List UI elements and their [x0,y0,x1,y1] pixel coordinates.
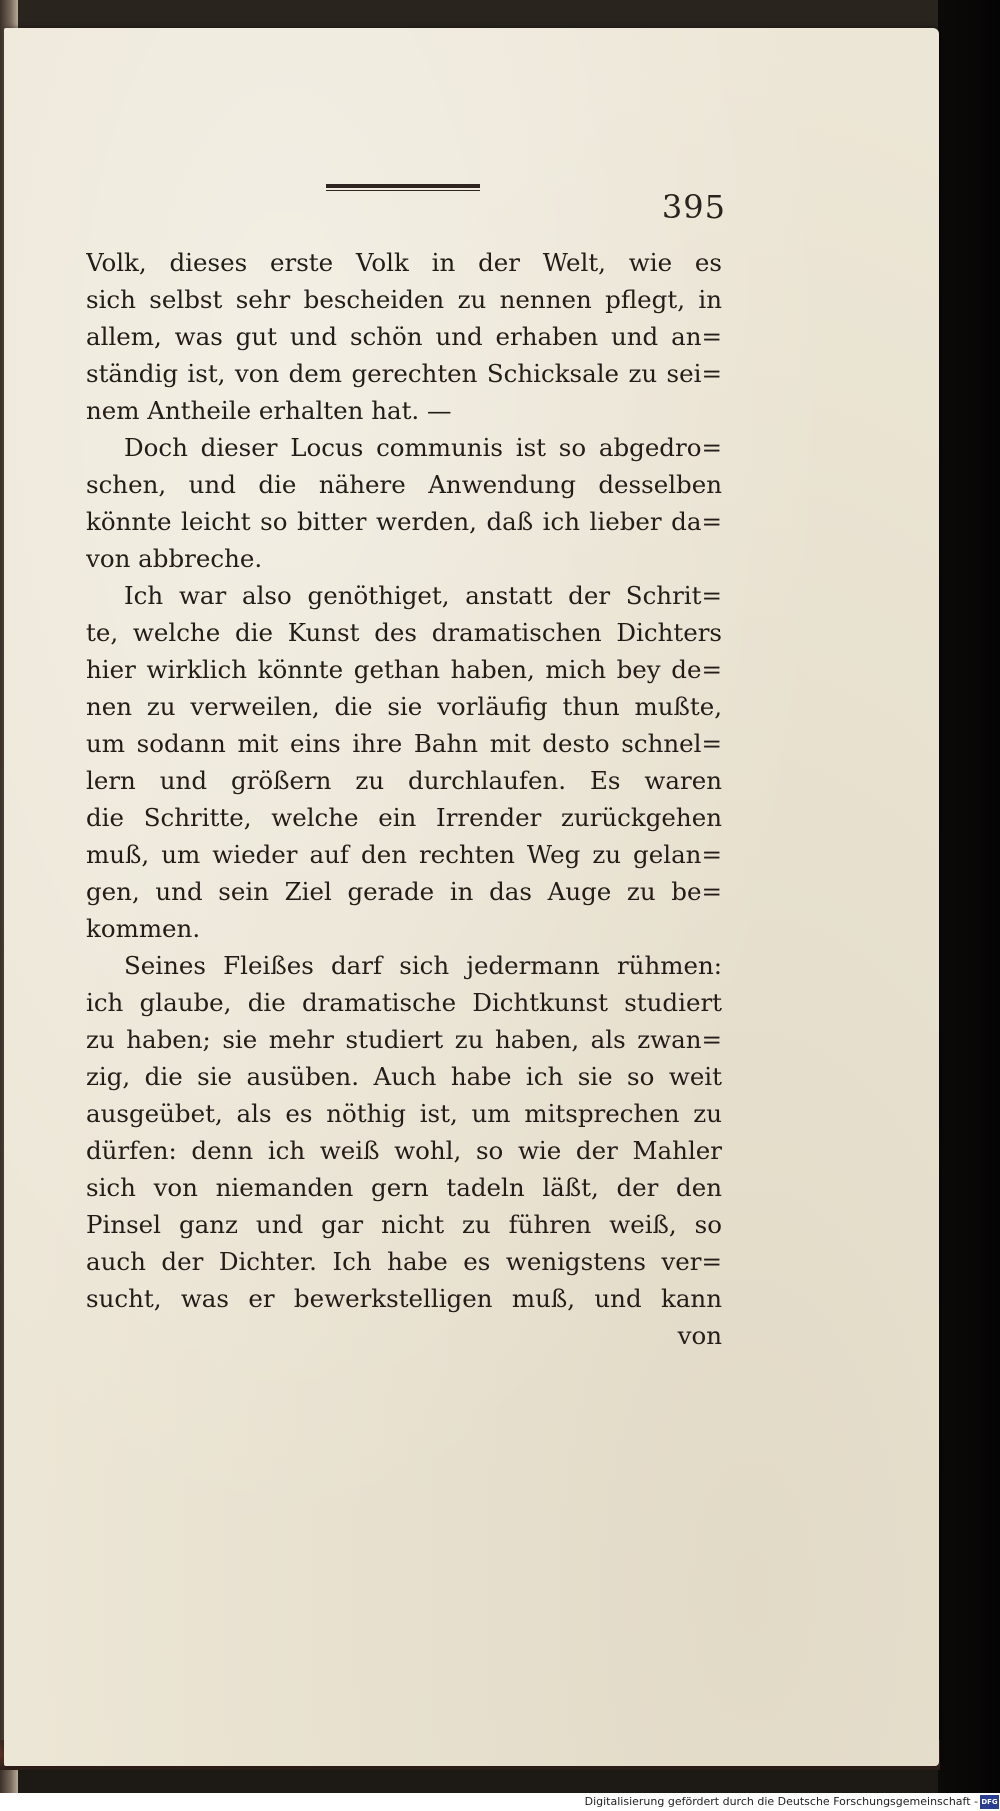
header-rule [326,184,480,192]
text-line: Pinsel ganz und gar nicht zu führen weiß, so [86,1210,722,1239]
text-line: allem, was gut und schön und erhaben und an= [86,322,722,351]
text-line: sich selbst sehr bescheiden zu nennen pflegt, in [86,285,722,314]
text-line: lern und größern zu durchlaufen. Es waren [86,766,722,795]
body-text [86,244,722,1354]
text-line: die Schritte, welche ein Irrender zurückgehen [86,803,722,832]
text-line: schen, und die nähere Anwendung desselben [86,470,722,499]
text-line: ausgeübet, als es nöthig ist, um mitsprechen zu [86,1099,722,1128]
text-line: muß, um wieder auf den rechten Weg zu gelan= [86,840,722,869]
text-line: zig, die sie ausüben. Auch habe ich sie so weit [86,1062,722,1091]
text-line: ständig ist, von dem gerechten Schicksale zu sei= [86,359,722,388]
text-line: te, welche die Kunst des dramatischen Dichters [86,618,722,647]
attribution-footer [0,1793,1000,1811]
page-number: 395 [661,188,726,226]
paragraph-first-line: Ich war also genöthiget, anstatt der Schrit= [124,581,722,610]
text-line: gen, und sein Ziel gerade in das Auge zu be= [86,877,722,906]
text-line: nen zu verweilen, die sie vorläufig thun mußte, [86,692,722,721]
text-line: von abbreche. [86,544,263,573]
text-line: ich glaube, die dramatische Dichtkunst studiert [86,988,722,1017]
text-line: könnte leicht so bitter werden, daß ich lieber da= [86,507,722,536]
dfg-logo[interactable]: DFG [980,1795,999,1809]
text-line: Volk, dieses erste Volk in der Welt, wie es [86,248,722,277]
text-line: zu haben; sie mehr studiert zu haben, als zwan= [86,1025,722,1054]
text-line: hier wirklich könnte gethan haben, mich bey de= [86,655,722,684]
text-line: auch der Dichter. Ich habe es wenigstens ver= [86,1247,722,1276]
text-line: nem Antheile erhalten hat. — [86,396,452,425]
header-rule-thin [326,190,480,191]
attribution-text: Digitalisierung gefördert durch die Deutsche Forschungsgemeinschaft - [584,1795,978,1808]
text-line: sucht, was er bewerkstelligen muß, und kann [86,1284,722,1313]
paragraph-first-line: Seines Fleißes darf sich jedermann rühmen: [124,951,722,980]
header-rule-thick [326,184,480,188]
paragraph-first-line: Doch dieser Locus communis ist so abgedro= [124,433,722,462]
scan-background-right [938,0,1000,1811]
text-line: sich von niemanden gern tadeln läßt, der den [86,1173,722,1202]
catchword: von [677,1321,722,1350]
text-line: kommen. [86,914,201,943]
text-line: um sodann mit eins ihre Bahn mit desto schnel= [86,729,722,758]
text-line: dürfen: denn ich weiß wohl, so wie der Mahler [86,1136,722,1165]
